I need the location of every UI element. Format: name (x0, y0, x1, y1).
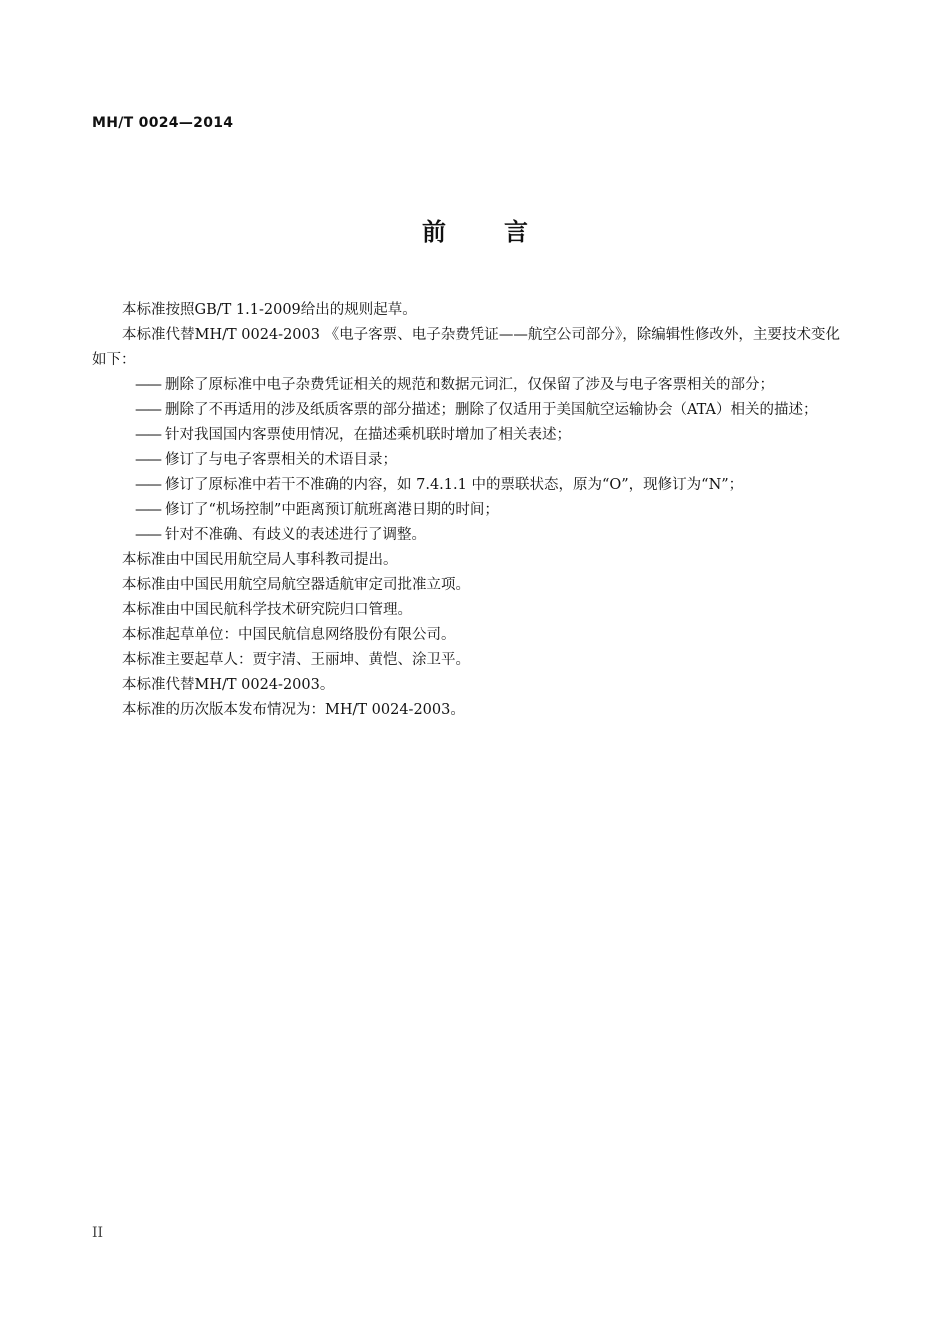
dash-marker: —— (135, 377, 160, 393)
change-item (92, 448, 840, 473)
change-item-text: 针对我国国内客票使用情况，在描述乘机联时增加了相关表述； (165, 427, 571, 443)
change-item-text: 修订了与电子客票相关的术语目录； (165, 452, 397, 468)
paragraph-proposer: 本标准由中国民用航空局人事科教司提出。 (122, 552, 398, 568)
page-number: II (92, 1225, 104, 1241)
change-item-text: 针对不准确、有歧义的表述进行了调整。 (165, 527, 426, 543)
change-item-text: 删除了原标准中电子杂费凭证相关的规范和数据元词汇，仅保留了涉及与电子客票相关的部分； (165, 377, 774, 393)
paragraph-replacement: 本标准代替MH/T 0024-2003 《电子客票、电子杂费凭证——航空公司部分》，除编辑性修改外，主要技术变化如下： (92, 327, 840, 368)
dash-marker: —— (135, 502, 160, 518)
page-title: 前言 (422, 218, 586, 246)
change-item-text: 修订了“机场控制”中距离预订航班离港日期的时间； (165, 502, 499, 518)
document-code: MH/T 0024—2014 (92, 115, 234, 131)
paragraph-management: 本标准由中国民航科学技术研究院归口管理。 (122, 602, 412, 618)
change-item-text: 删除了不再适用的涉及纸质客票的部分描述；删除了仅适用于美国航空运输协会（ATA）相关的描述； (165, 402, 818, 418)
paragraph-supersedes: 本标准代替MH/T 0024-2003。 (122, 677, 335, 693)
change-item (92, 523, 840, 548)
paragraph-drafting-unit: 本标准起草单位：中国民航信息网络股份有限公司。 (122, 627, 456, 643)
change-item (92, 398, 840, 423)
change-item (92, 498, 840, 523)
change-item-text: 修订了原标准中若干不准确的内容，如 7.4.1.1 中的票联状态，原为“O”，现修订为“N”； (165, 477, 744, 493)
dash-marker: —— (135, 452, 160, 468)
change-item (92, 373, 840, 398)
paragraph-approver: 本标准由中国民用航空局航空器适航审定司批准立项。 (122, 577, 470, 593)
dash-marker: —— (135, 427, 160, 443)
dash-marker: —— (135, 477, 160, 493)
foreword-body (92, 298, 840, 723)
dash-marker: —— (135, 402, 160, 418)
change-item (92, 473, 840, 498)
change-item (92, 423, 840, 448)
paragraph-drafters: 本标准主要起草人：贾宇清、王丽坤、黄恺、涂卫平。 (122, 652, 470, 668)
paragraph-drafting-rules: 本标准按照GB/T 1.1-2009给出的规则起草。 (122, 302, 417, 318)
paragraph-history: 本标准的历次版本发布情况为：MH/T 0024-2003。 (122, 702, 465, 718)
dash-marker: —— (135, 527, 160, 543)
